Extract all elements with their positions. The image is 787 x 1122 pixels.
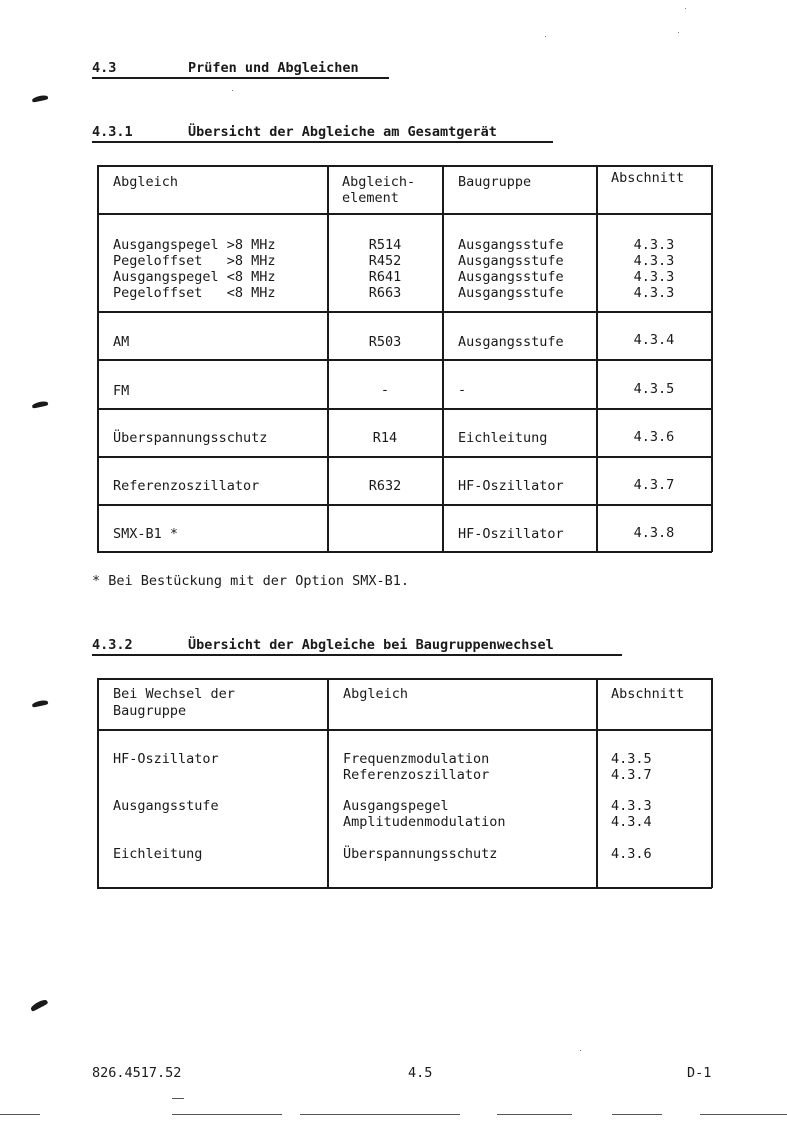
table-column-divider (327, 678, 329, 888)
section-number-4-3-1: 4.3.1 (92, 124, 133, 140)
scan-edge-line (300, 1114, 460, 1115)
table-border (97, 678, 99, 888)
cell-abgleich: Überspannungsschutz (343, 846, 498, 862)
cell-abschnitt: 4.3.3 (611, 798, 652, 814)
scan-speck (232, 90, 233, 91)
cell-baugruppe: Ausgangsstufe (458, 269, 564, 285)
cell-baugruppe: Eichleitung (113, 846, 203, 862)
table-row-divider (97, 311, 712, 313)
section-number-4-3-2: 4.3.2 (92, 637, 133, 653)
scan-speck (678, 32, 679, 33)
column-header-wechsel: Baugruppe (113, 703, 187, 719)
column-header-element: Abgleich- (342, 174, 416, 190)
punch-mark (32, 699, 49, 707)
table-row-divider (97, 456, 712, 458)
column-header-abschnitt: Abschnitt (611, 686, 685, 702)
cell-baugruppe: HF-Oszillator (113, 751, 219, 767)
punch-mark (32, 94, 49, 102)
cell-baugruppe: Ausgangsstufe (458, 334, 564, 350)
cell-abgleich: Ausgangspegel <8 MHz (113, 269, 276, 285)
cell-abschnitt: 4.3.3 (633, 237, 675, 253)
cell-element: - (380, 382, 390, 398)
column-header-wechsel: Bei Wechsel der (113, 686, 235, 702)
section-title-4-3-2: Übersicht der Abgleiche bei Baugruppenwechsel (188, 637, 554, 653)
cell-abgleich: Pegeloffset <8 MHz (113, 285, 276, 301)
column-header-abgleich: Abgleich (343, 686, 409, 702)
table-row-divider (97, 729, 712, 731)
scan-speck (545, 36, 546, 37)
heading-underline (92, 141, 553, 143)
cell-abschnitt: 4.3.7 (611, 767, 652, 783)
scan-edge-line (0, 1114, 40, 1115)
table-border (97, 678, 712, 680)
scan-speck (580, 1050, 581, 1051)
cell-abschnitt: 4.3.3 (633, 253, 675, 269)
cell-abgleich: Überspannungsschutz (113, 430, 268, 446)
cell-abgleich: Pegeloffset >8 MHz (113, 253, 276, 269)
cell-abschnitt: 4.3.3 (633, 285, 675, 301)
section-title-4-3: Prüfen und Abgleichen (188, 60, 359, 76)
footer-edition: D-1 (687, 1065, 712, 1081)
cell-element: R641 (368, 269, 402, 285)
table-border (97, 551, 712, 553)
section-title-4-3-1: Übersicht der Abgleiche am Gesamtgerät (188, 124, 497, 140)
cell-element: R503 (368, 334, 402, 350)
column-header-baugruppe: Baugruppe (458, 174, 532, 190)
cell-abgleich: Referenzoszillator (343, 767, 490, 783)
cell-element: R514 (368, 237, 402, 253)
section-number-4-3: 4.3 (92, 60, 117, 76)
heading-underline (92, 77, 389, 79)
punch-mark (30, 998, 49, 1012)
punch-mark (32, 400, 49, 408)
cell-abgleich: AM (113, 334, 130, 350)
cell-baugruppe: Ausgangsstufe (113, 798, 219, 814)
footer-page-number: 4.5 (408, 1065, 433, 1081)
table-row-divider (97, 504, 712, 506)
cell-baugruppe: HF-Oszillator (458, 478, 564, 494)
cell-element: R663 (368, 285, 402, 301)
cell-baugruppe: Ausgangsstufe (458, 237, 564, 253)
table-row-divider (97, 408, 712, 410)
scan-edge-line (497, 1114, 572, 1115)
cell-abgleich: Amplitudenmodulation (343, 814, 506, 830)
table-column-divider (596, 678, 598, 888)
cell-abschnitt: 4.3.4 (611, 814, 652, 830)
cell-baugruppe: HF-Oszillator (458, 526, 564, 542)
scan-edge-line (700, 1114, 787, 1115)
cell-baugruppe: Ausgangsstufe (458, 285, 564, 301)
cell-abschnitt: 4.3.7 (633, 477, 675, 493)
cell-element: R452 (368, 253, 402, 269)
cell-abgleich: SMX-B1 * (113, 526, 179, 542)
scan-edge-line (172, 1114, 282, 1115)
footnote: * Bei Bestückung mit der Option SMX-B1. (92, 573, 409, 589)
cell-element: R632 (368, 478, 402, 494)
column-header-abschnitt: Abschnitt (611, 170, 685, 186)
cell-abgleich: Ausgangspegel >8 MHz (113, 237, 276, 253)
heading-underline (92, 654, 622, 656)
cell-baugruppe: Eichleitung (458, 430, 548, 446)
cell-abschnitt: 4.3.6 (611, 846, 652, 862)
cell-abgleich: Frequenzmodulation (343, 751, 490, 767)
cell-abschnitt: 4.3.5 (611, 751, 652, 767)
cell-abgleich: FM (113, 383, 130, 399)
scan-edge-line (612, 1114, 662, 1115)
cell-abgleich: Referenzoszillator (113, 478, 260, 494)
table-border (97, 165, 712, 167)
cell-baugruppe: Ausgangsstufe (458, 253, 564, 269)
cell-element: R14 (372, 430, 398, 446)
column-header-element: element (342, 190, 399, 206)
scan-edge-line (172, 1098, 184, 1099)
cell-baugruppe: - (458, 382, 467, 398)
cell-abschnitt: 4.3.8 (633, 525, 675, 541)
cell-abschnitt: 4.3.3 (633, 269, 675, 285)
column-header-abgleich: Abgleich (113, 174, 179, 190)
cell-abschnitt: 4.3.5 (633, 381, 675, 397)
table-row-divider (97, 213, 712, 215)
table-border (97, 887, 712, 889)
scan-speck (685, 8, 686, 9)
cell-abgleich: Ausgangspegel (343, 798, 449, 814)
table-row-divider (97, 359, 712, 361)
cell-abschnitt: 4.3.6 (633, 429, 675, 445)
cell-abschnitt: 4.3.4 (633, 332, 675, 348)
table-border (711, 678, 713, 888)
footer-doc-number: 826.4517.52 (92, 1065, 182, 1081)
